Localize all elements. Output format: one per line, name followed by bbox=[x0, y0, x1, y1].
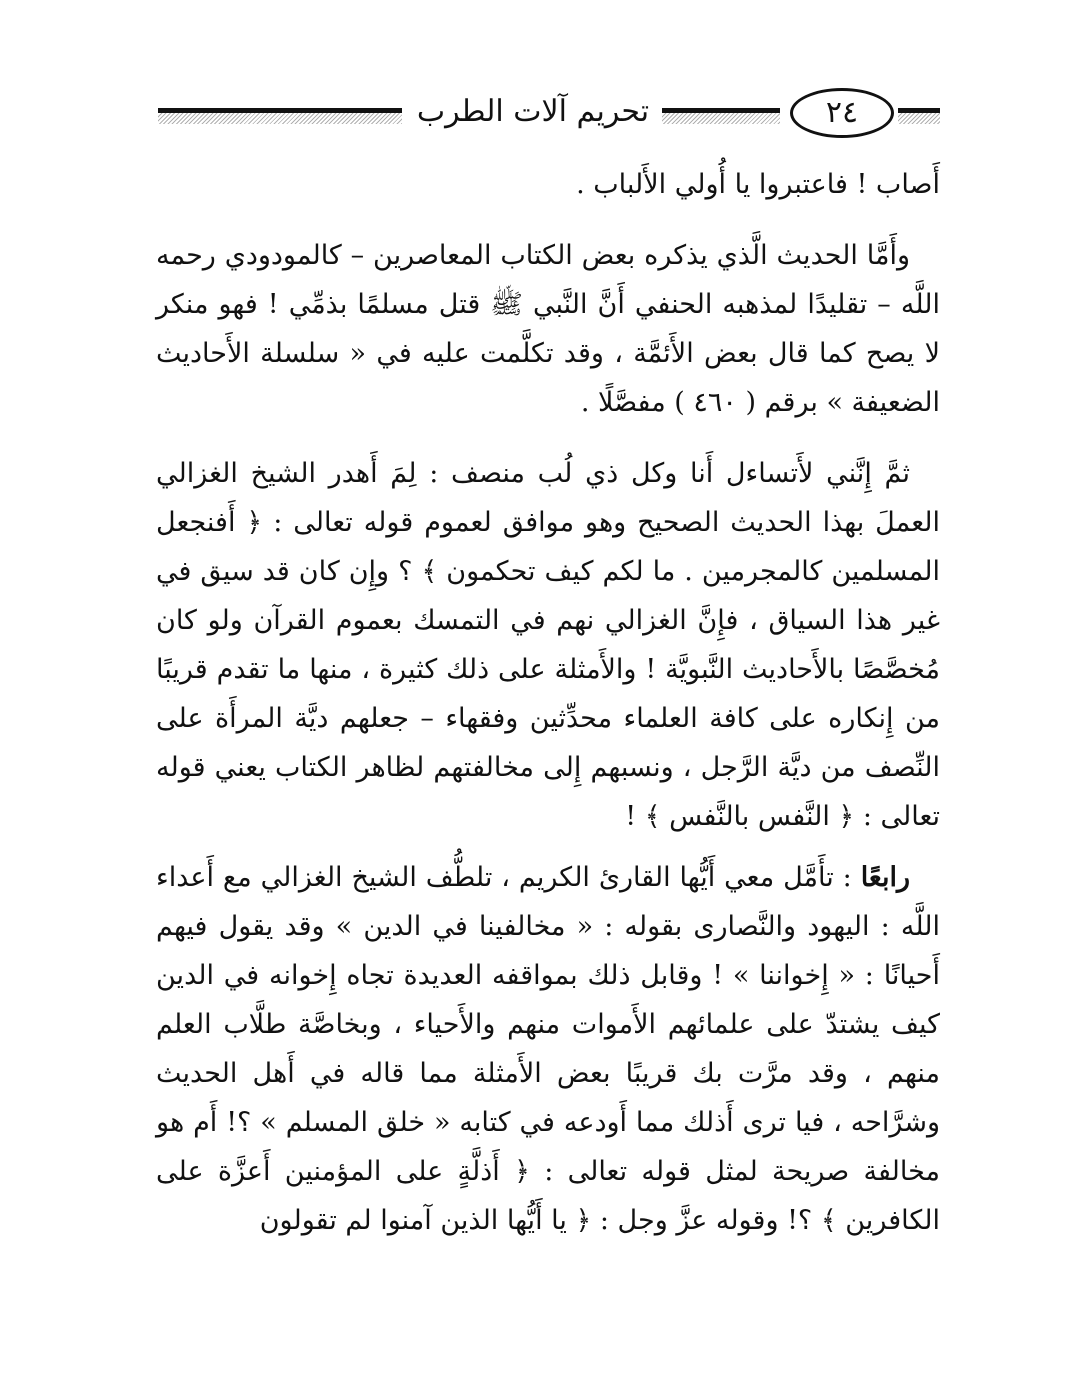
page-header bbox=[150, 88, 940, 150]
paragraph-4-lead: رابعًا bbox=[860, 862, 910, 893]
paragraph-1: أَصاب ! فاعتبروا يا أُولي الأَلباب . bbox=[576, 169, 940, 200]
header-rule-left bbox=[158, 112, 402, 124]
paragraph-4 bbox=[156, 853, 940, 1245]
paragraph-2: وأَمَّا الحديث الَّذي يذكره بعض الكتاب المعاصرين – كالمودودي رحمه اللَّه – تقليدًا لمذهبه الحنفي أَنَّ النَّبي ﷺ قتل مسلمًا بذمِّي ! فهو منكر لا يصح كما قال بعض الأَئمَّة ، وقد تكلَّمت عليه في « سلسلة الأَحاديث الضعيفة » برقم ( ٤٦٠ ) مفصَّلًا . bbox=[156, 240, 940, 418]
header-rule-far bbox=[898, 112, 940, 124]
paragraph-4-text: : تأَمَّل معي أَيُّها القارئ الكريم ، تلطُّف الشيخ الغزالي مع أَعداء اللَّه : اليهود والنَّصارى بقوله : « مخالفينا في الدين » وقد يقول فيهم أَحيانًا : « إِخواننا » ! وقابل ذلك بمواقفه العديدة تجاه إِخوانه في الدين كيف يشتدّ على علمائهم الأَموات منهم والأَحياء ، وبخاصَّة طلَّاب العلم منهم ، وقد مرَّت بك قريبًا بعض الأَمثلة مما قاله في أَهل الحديث وشرَّاحه ، فيا ترى أَذلك مما أَودعه في كتابه « خلق المسلم » ؟! أَم هو مخالفة صريحة لمثل قوله تعالى : ﴿ أَذلَّةٍ على المؤمنين أَعزَّة على الكافرين ﴾ ؟! وقوله عزَّ وجل : ﴿ يا أَيُّها الذين آمنوا لم تقولون bbox=[156, 862, 940, 1236]
running-title: تحريم آلات الطرب bbox=[416, 94, 650, 129]
paragraph-3: ثمَّ إِنَّني لأَتساءل أَنا وكل ذي لُب منصف : لِمَ أَهدر الشيخ الغزالي العملَ بهذا الحديث الصحيح وهو موافق لعموم قوله تعالى : ﴿ أَفنجعل المسلمين كالمجرمين . ما لكم كيف تحكمون ﴾ ؟ وإِن كان قد سيق في غير هذا السياق ، فإِنَّ الغزالي نهم في التمسك بعموم القرآن ولو كان مُخصَّصًا بالأَحاديث النَّبويَّة ! والأَمثلة على ذلك كثيرة ، منها ما تقدم قريبًا من إِنكاره على كافة العلماء محدِّثين وفقهاء – جعلهم ديَّة المرأَة على النِّصف من ديَّة الرَّجل ، ونسبهم إِلى مخالفتهم لظاهر الكتاب يعني قوله تعالى : ﴿ النَّفس بالنَّفس ﴾ ! bbox=[156, 458, 940, 832]
header-rule-right bbox=[662, 112, 780, 124]
page-number-badge: ٢٤ bbox=[790, 88, 894, 138]
page-body bbox=[156, 160, 940, 1245]
